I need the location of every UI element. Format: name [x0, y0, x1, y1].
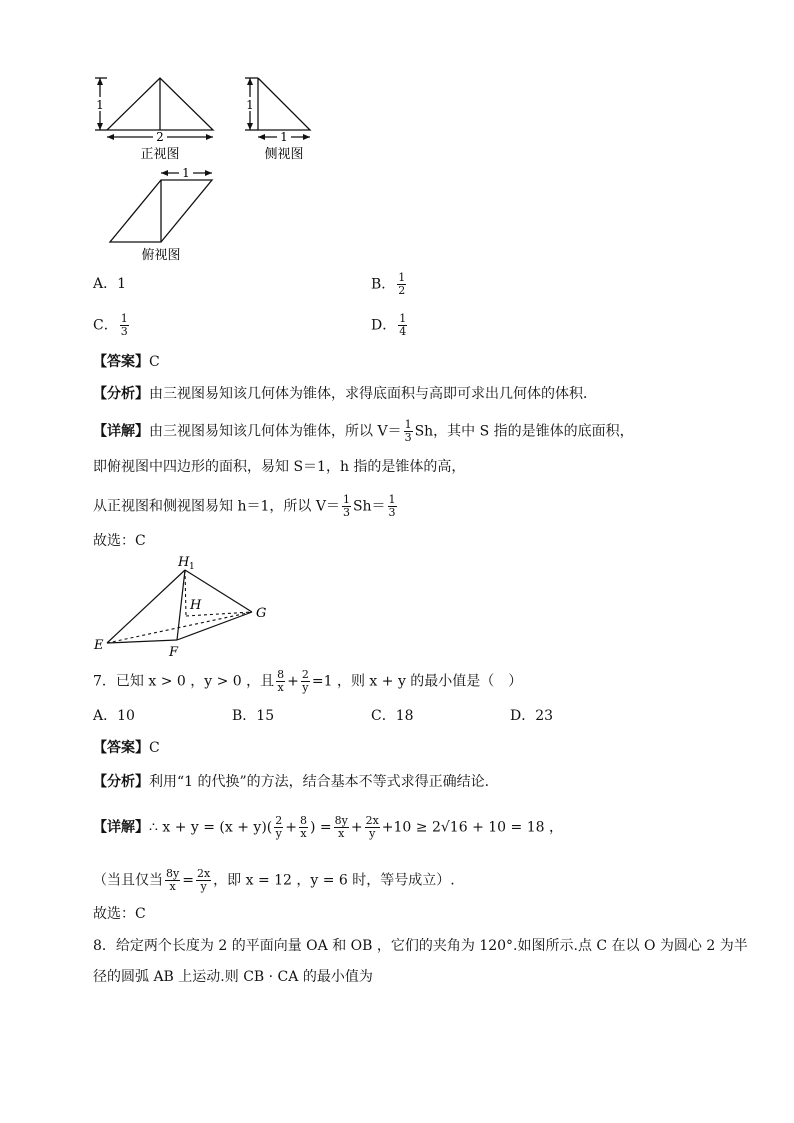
- point-h-label: H: [190, 598, 202, 613]
- q7-analysis: [93, 772, 489, 792]
- q7-condition: [93, 868, 455, 893]
- q6-detail-tag: 【详解】: [93, 423, 149, 440]
- q7-f2d: x: [300, 827, 307, 840]
- option-c-prefix: C．: [93, 317, 118, 334]
- q7-detail-part1: ∴ x + y = (x + y)(: [149, 819, 273, 836]
- side-width-label: 1: [280, 130, 288, 144]
- q6-result-fraction: [388, 494, 397, 519]
- q6-detail-line3-fraction: [342, 494, 351, 519]
- q7-cond-frac2: [196, 868, 211, 893]
- q7-detail-frac4: [365, 815, 380, 840]
- q6-answer-tag: 【答案】: [93, 354, 149, 370]
- q6-detail-line3: [93, 494, 399, 519]
- q7-f1n: 2: [275, 814, 283, 827]
- q7-option-d: D．23: [510, 708, 554, 724]
- q6-detail-line3a: 从正视图和侧视图易知 h＝1，所以 V＝: [93, 498, 340, 515]
- vertex-h1-subscript: 1: [189, 562, 195, 572]
- side-height-label: 1: [246, 98, 254, 112]
- q7-option-b: B．15: [232, 708, 275, 724]
- q7-frac2-num: 2: [301, 668, 309, 681]
- q6-result-num: 1: [388, 493, 396, 506]
- vertex-e-label: E: [94, 638, 104, 653]
- q7-stem-a: 7．已知 x > 0 ，y > 0 ，且: [93, 673, 275, 690]
- q7-detail-frac1: [274, 815, 283, 840]
- front-view-caption: 正视图: [140, 147, 180, 162]
- q7-f4n: 2x: [365, 814, 379, 827]
- q7-cond-eq: =: [182, 872, 194, 889]
- q7-cd: x: [169, 880, 176, 893]
- q7-detail: 【详解】∴ x + y = (x + y)( $\frac{2}{y}$ + $\frac{8}{x}$ ) = $\frac{8y}{x}$ + $\frac{2x}{y}$ +10 ≥ 2√16 + 10 = 18 ，: [93, 814, 563, 840]
- q7-f4d: y: [369, 827, 376, 840]
- option-c-num: 1: [120, 312, 128, 325]
- q6-detail-frac-den: 3: [404, 431, 412, 444]
- q7-cn: 8y: [166, 867, 180, 880]
- q6-analysis-tag: 【分析】: [93, 386, 149, 402]
- q6-detail-frac-num: 1: [404, 418, 412, 431]
- option-b: [371, 272, 408, 297]
- side-view-triangle: [258, 78, 310, 130]
- q7-cd2: y: [200, 880, 207, 893]
- q7-frac-1: [276, 669, 285, 694]
- option-a: A．1: [93, 276, 127, 292]
- q6-detail-line2: 即俯视图中四边形的面积，易知 S＝1，h 指的是锥体的高，: [93, 459, 466, 475]
- q6-detail-line1b: Sh，其中 S 指的是锥体的底面积，: [414, 423, 634, 440]
- q7-frac1-num: 8: [277, 668, 285, 681]
- option-c-den: 3: [120, 325, 128, 338]
- q8-line1: 8．给定两个长度为 2 的平面向量 OA 和 OB ，它们的夹角为 120°.如图所示.点 C 在以 O 为圆心 2 为半: [93, 938, 748, 954]
- q7-f2n: 8: [299, 814, 307, 827]
- q6-answer: [93, 352, 160, 372]
- option-b-num: 1: [398, 271, 406, 284]
- top-width-label: 1: [182, 166, 190, 180]
- q7-stem-b: =1 ，则 x + y 的最小值是（ ）: [311, 673, 523, 690]
- front-height-label: 1: [96, 98, 104, 112]
- q7-plus: +: [287, 673, 299, 690]
- q6-line3-num: 1: [342, 493, 350, 506]
- option-c-fraction: [120, 313, 129, 338]
- q6-result-den: 3: [388, 506, 396, 519]
- q7-option-c: C．18: [371, 708, 414, 724]
- q7-frac2-den: y: [302, 681, 309, 694]
- q7-cond-a: （当且仅当: [93, 872, 163, 889]
- q7-answer-value: C: [149, 740, 160, 756]
- vertex-f-label: F: [169, 645, 179, 660]
- q6-choice: 故选：C: [93, 533, 146, 549]
- q8-line2: 径的圆弧 AB 上运动.则 CB · CA 的最小值为: [93, 969, 373, 985]
- q7-cond-b: ，即 x = 12 ，y = 6 时，等号成立）.: [213, 872, 455, 889]
- q6-analysis: [93, 384, 597, 404]
- q7-stem: [93, 669, 522, 694]
- q7-frac-2: [301, 669, 310, 694]
- q6-detail-line1: [93, 419, 634, 444]
- q6-detail-line1a: 由三视图易知该几何体为锥体，所以 V＝: [149, 423, 402, 440]
- q7-detail-tag: 【详解】: [93, 819, 149, 836]
- q7-cond-frac1: [165, 868, 180, 893]
- q7-detail-part2: ) =: [309, 819, 332, 836]
- vertex-g-label: G: [256, 606, 267, 621]
- vertex-h1-label: H: [178, 555, 190, 570]
- q7-detail-frac2: [299, 815, 308, 840]
- q7-f3n: 8y: [334, 814, 348, 827]
- q6-analysis-text: 由三视图易知该几何体为锥体，求得底面积与高即可求出几何体的体积．: [149, 386, 597, 402]
- q7-f3d: x: [338, 827, 345, 840]
- q7-option-a: A．10: [93, 708, 135, 724]
- top-view-caption: 俯视图: [141, 248, 181, 263]
- option-b-den: 2: [398, 284, 406, 297]
- side-view-caption: 侧视图: [264, 147, 304, 162]
- q6-detail-fraction: [404, 419, 413, 444]
- q7-detail-frac3: [334, 815, 349, 840]
- q7-cn2: 2x: [196, 867, 211, 880]
- option-d-fraction: [398, 313, 407, 338]
- option-d: [371, 313, 409, 338]
- option-d-den: 4: [399, 325, 407, 338]
- q7-analysis-text: 利用“1 的代换”的方法，结合基本不等式求得正确结论.: [149, 774, 490, 790]
- q6-detail-line3b: Sh＝: [352, 498, 386, 515]
- q6-line3-den: 3: [342, 506, 350, 519]
- option-b-fraction: [397, 272, 406, 297]
- q7-answer: [93, 738, 160, 758]
- q7-choice: 故选：C: [93, 906, 146, 922]
- pyramid-figure: [90, 550, 280, 660]
- q7-answer-tag: 【答案】: [93, 740, 149, 756]
- q7-detail-part3: +10 ≥ 2√16 + 10 = 18 ，: [381, 819, 563, 836]
- front-width-label: 2: [156, 130, 164, 144]
- option-d-num: 1: [399, 312, 407, 325]
- three-view-figure: [85, 70, 335, 265]
- q6-answer-value: C: [149, 354, 160, 370]
- q7-frac1-den: x: [277, 681, 284, 694]
- option-c: [93, 313, 131, 338]
- q7-analysis-tag: 【分析】: [93, 774, 149, 790]
- option-d-prefix: D．: [371, 317, 397, 334]
- option-b-prefix: B．: [371, 276, 396, 293]
- q7-f1d: y: [275, 827, 282, 840]
